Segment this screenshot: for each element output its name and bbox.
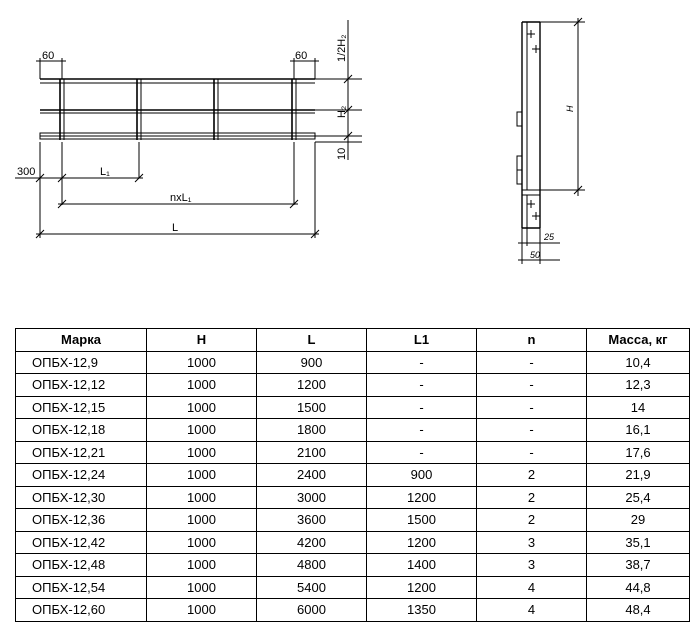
cell-mark: ОПБХ-12,48: [16, 554, 147, 577]
cell-h: 1000: [147, 374, 257, 397]
dim-50: 50: [530, 250, 541, 260]
dim-60-left: 60: [42, 50, 55, 62]
cell-n: 2: [477, 509, 587, 532]
cell-h: 1000: [147, 419, 257, 442]
cell-n: 4: [477, 576, 587, 599]
technical-drawing: [0, 0, 700, 300]
cell-mark: ОПБХ-12,12: [16, 374, 147, 397]
table-row: [16, 374, 690, 397]
cell-h: 1000: [147, 531, 257, 554]
cell-mark: ОПБХ-12,60: [16, 599, 147, 622]
cell-h: 1000: [147, 486, 257, 509]
dim-300: 300: [17, 166, 36, 178]
header-l: L: [257, 329, 367, 352]
table-row: [16, 531, 690, 554]
cell-n: 4: [477, 599, 587, 622]
cell-l: 3000: [257, 486, 367, 509]
table-row: [16, 599, 690, 622]
cell-l: 4800: [257, 554, 367, 577]
cell-h: 1000: [147, 441, 257, 464]
cell-l: 2400: [257, 464, 367, 487]
cell-mark: ОПБХ-12,30: [16, 486, 147, 509]
cell-n: -: [477, 351, 587, 374]
cell-mark: ОПБХ-12,36: [16, 509, 147, 532]
cell-mark: ОПБХ-12,15: [16, 396, 147, 419]
cell-n: -: [477, 419, 587, 442]
header-mark: Марка: [16, 329, 147, 352]
cell-l: 1200: [257, 374, 367, 397]
cell-mass: 16,1: [587, 419, 690, 442]
dim-h2: H₂: [336, 105, 348, 118]
cell-mass: 12,3: [587, 374, 690, 397]
cell-mass: 35,1: [587, 531, 690, 554]
cell-l1: -: [367, 441, 477, 464]
cell-mass: 21,9: [587, 464, 690, 487]
table-row: [16, 486, 690, 509]
cell-l: 3600: [257, 509, 367, 532]
table-row: [16, 576, 690, 599]
cell-h: 1000: [147, 599, 257, 622]
cell-h: 1000: [147, 554, 257, 577]
cell-mark: ОПБХ-12,18: [16, 419, 147, 442]
table-row: [16, 351, 690, 374]
cell-l1: 1350: [367, 599, 477, 622]
header-h: H: [147, 329, 257, 352]
cell-l1: 1200: [367, 576, 477, 599]
table-row: [16, 396, 690, 419]
cell-mark: ОПБХ-12,24: [16, 464, 147, 487]
table-row: [16, 441, 690, 464]
cell-mass: 14: [587, 396, 690, 419]
cell-l: 2100: [257, 441, 367, 464]
cell-mass: 44,8: [587, 576, 690, 599]
cell-h: 1000: [147, 351, 257, 374]
cell-mass: 17,6: [587, 441, 690, 464]
header-n: n: [477, 329, 587, 352]
dim-half-h2: 1/2H₂: [336, 34, 348, 62]
cell-mark: ОПБХ-12,42: [16, 531, 147, 554]
cell-n: 2: [477, 486, 587, 509]
cell-l1: -: [367, 419, 477, 442]
table-row: [16, 464, 690, 487]
cell-l1: -: [367, 396, 477, 419]
cell-mass: 25,4: [587, 486, 690, 509]
dim-h: H: [565, 105, 575, 112]
cell-n: -: [477, 441, 587, 464]
cell-mark: ОПБХ-12,54: [16, 576, 147, 599]
dim-10: 10: [336, 147, 348, 160]
cell-l: 4200: [257, 531, 367, 554]
cell-l1: 1500: [367, 509, 477, 532]
dim-60-right: 60: [295, 50, 308, 62]
dim-l1: L₁: [100, 166, 110, 178]
header-l1: L1: [367, 329, 477, 352]
cell-mass: 38,7: [587, 554, 690, 577]
cell-l1: 1200: [367, 486, 477, 509]
cell-l: 1500: [257, 396, 367, 419]
cell-h: 1000: [147, 396, 257, 419]
cell-l1: 900: [367, 464, 477, 487]
cell-l1: 1200: [367, 531, 477, 554]
cell-mark: ОПБХ-12,21: [16, 441, 147, 464]
dim-l: L: [172, 222, 179, 234]
table-row: [16, 419, 690, 442]
cell-mark: ОПБХ-12,9: [16, 351, 147, 374]
cell-n: -: [477, 374, 587, 397]
cell-l: 6000: [257, 599, 367, 622]
cell-n: 3: [477, 554, 587, 577]
cell-l: 900: [257, 351, 367, 374]
table-row: [16, 554, 690, 577]
cell-h: 1000: [147, 576, 257, 599]
cell-l: 1800: [257, 419, 367, 442]
cell-mass: 10,4: [587, 351, 690, 374]
cell-n: 3: [477, 531, 587, 554]
table-header-row: [16, 329, 690, 352]
specification-table: [15, 328, 690, 622]
cell-mass: 29: [587, 509, 690, 532]
cell-l1: -: [367, 351, 477, 374]
cell-l1: 1400: [367, 554, 477, 577]
header-mass: Масса, кг: [587, 329, 690, 352]
cell-h: 1000: [147, 464, 257, 487]
cell-n: -: [477, 396, 587, 419]
cell-l1: -: [367, 374, 477, 397]
cell-n: 2: [477, 464, 587, 487]
table-row: [16, 509, 690, 532]
dim-25: 25: [544, 232, 555, 242]
dim-nxl1: nxL₁: [170, 192, 192, 204]
cell-mass: 48,4: [587, 599, 690, 622]
cell-l: 5400: [257, 576, 367, 599]
cell-h: 1000: [147, 509, 257, 532]
